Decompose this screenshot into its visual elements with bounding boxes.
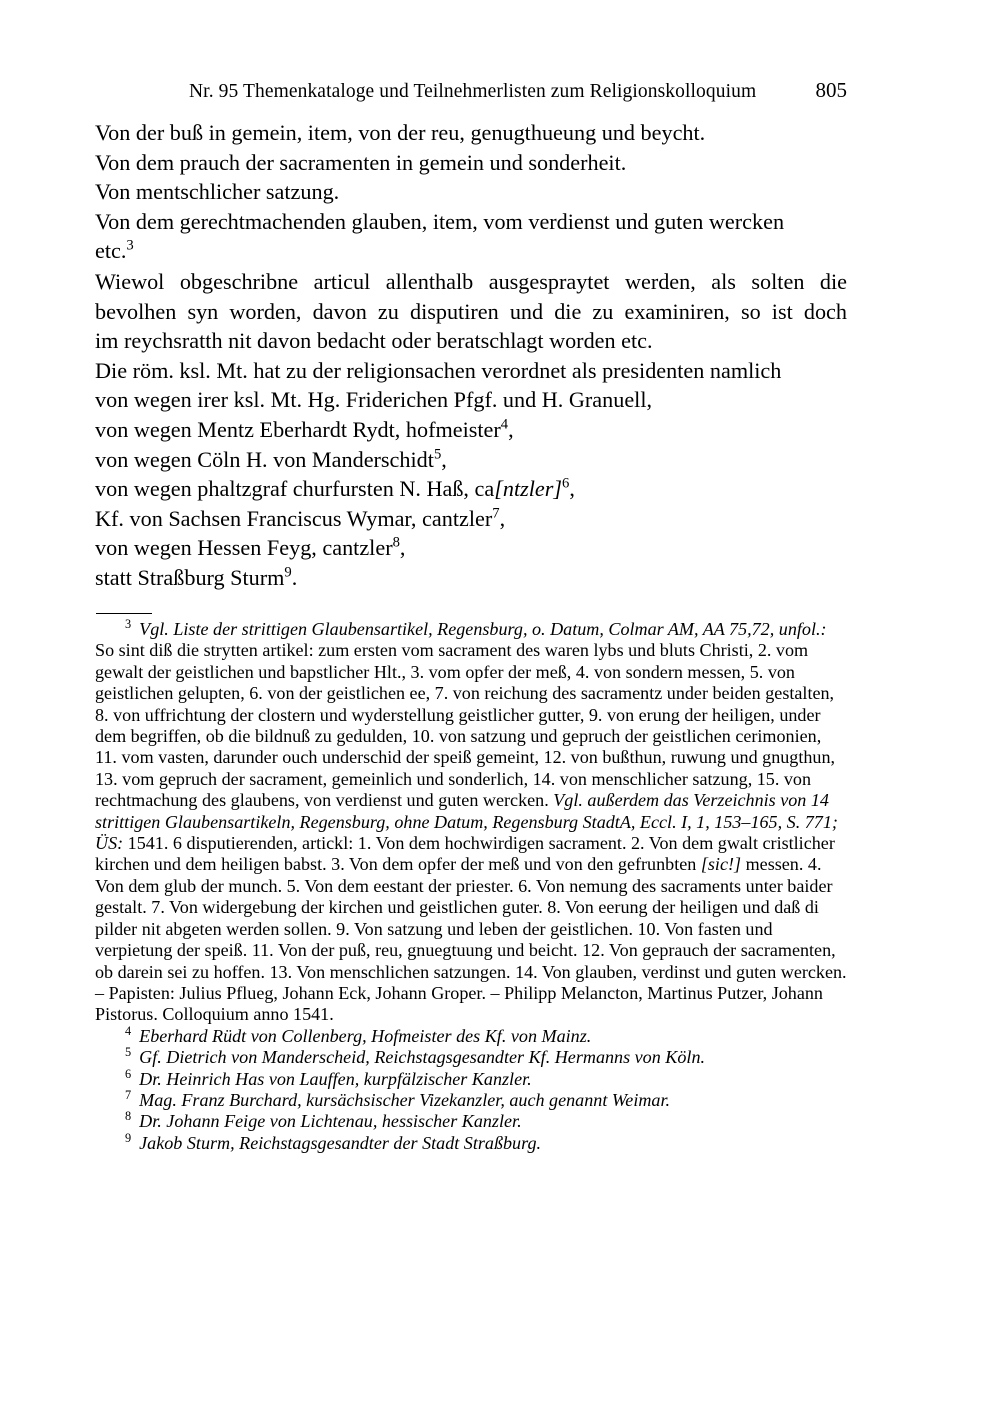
body-line-with-note [95, 236, 847, 266]
body-line: von wegen irer ksl. Mt. Hg. Friderichen Pfgf. und H. Granuell, [95, 387, 653, 413]
footnote-ref-7[interactable]: 7 [492, 505, 500, 522]
footnote-text: Eberhard Rüdt von Collenberg, Hofmeister des Kf. von Mainz. [139, 1025, 592, 1046]
footnote-text: Dr. Heinrich Has von Lauffen, kurpfälzischer Kanzler. [139, 1068, 532, 1089]
delegate-entry [95, 474, 847, 504]
footnote-area [95, 616, 847, 1154]
running-head-title: Nr. 95 Themenkataloge und Teilnehmerlisten zum Religionskolloquium [189, 81, 757, 102]
footnote-body-1: So sint diß die strytten artikel: zum ersten vom sacrament des waren lybs und bluts Christi, 2. vom gewalt der geistlichen und bapstlicher Hlt., 3. vom opfer der meß, 4. von sondern messen, 5. von geistlichen gelupten, 6. von der geistlichen ee, 7. von reichung des sacramentz under beiden gestalten, 8. von uffrichtung der clostern und wyderstellung geistlicher gutter, 9. von erung der heiligen, under dem begriffen, ob die bildnuß zu gedulden, 10. von satzung und gepruch der geistlichen cerimonien, 11. vom vasten, darunder ouch underschid der speiß gemeint, 12. von bußthun, ruwung und gnugthun, 13. vom gepruch der sacrament, gemeinlich und sonderlich, 14. von menschlicher satzung, 15. von rechtmachung des glaubens, von verdienst und guten wercken. [95, 640, 836, 811]
delegate-editorial-insert: [ntzler] [494, 476, 563, 502]
delegate-text-after: , [499, 505, 506, 531]
footnote-text: Gf. Dietrich von Manderscheid, Reichstagsgesandter Kf. Hermanns von Köln. [139, 1047, 706, 1068]
body-block-articles [95, 118, 847, 266]
paragraph-line: bevolhen syn worden, davon zu disputiren und die zu examiniren, so ist doch [95, 298, 847, 324]
delegate-entry [95, 504, 847, 534]
footnote-body-3: messen. 4. Von dem glub der munch. 5. Von dem eestant der priester. 6. Von nemung des sacraments unter baider gestalt. 7. Von widergebung der kirchen und geistlichen guter. 8. Von eerung der heiligen und daß di pilder nit abgeten werden sollen. 9. Von satzung und leben der geistlichen. 10. Von fasten und verpietung der speiß. 11. Von der puß, reu, gnuegtuung und beicht. 12. Von geprauch der sacramenten, ob darein sei zu hoffen. 13. Von menschlichen satzungen. 14. Von glauben, verdinst und guten wercken. – Papisten: Julius Pflueg, Johann Eck, Johann Groper. – Philipp Melancton, Martinus Putzer, Johann Pistorus. Colloquium anno 1541. [95, 854, 847, 1025]
footnote-citation-1: Vgl. Liste der strittigen Glaubensartikel, Regensburg, o. Datum, Colmar AM, AA 75,72, unfol.: [139, 619, 827, 639]
body-block-delegates [95, 267, 847, 593]
footnote-separator-rule [96, 613, 152, 614]
page-number: 805 [815, 78, 847, 102]
footnote-3: 3 Vgl. Liste der strittigen Glaubensartikel, Regensburg, o. Datum, Colmar AM, AA 75,72, unfol.: So sint diß die strytten artikel: zum ersten vom sacrament des waren lybs und bluts Christi, 2. vom gewalt der geistlichen und bapstlicher Hlt., 3. vom opfer der meß, 4. von sondern messen, 5. von geistlichen gelupten, 6. von der geistlichen ee, 7. von reichung des sacramentz under beiden gestalten, 8. von uffrichtung der clostern und wyderstellung geistlicher gutter, 9. von erung der heiligen, under dem begriffen, ob die bildnuß zu gedulden, 10. von satzung und gepruch der geistlichen cerimonien, 11. vom vasten, darunder ouch underschid der speiß gemeint, 12. von bußthun, ruwung und gnugthun, 13. vom gepruch der sacrament, gemeinlich und sonderlich, 14. von menschlicher satzung, 15. von rechtmachung des glaubens, von verdienst und guten wercken. Vgl. außerdem das Verzeichnis von 14 strittigen Glaubensartikeln, Regensburg, ohne Datum, Regensburg StadtA, Eccl. I, 1, 153–165, S. 771; ÜS: 1541. 6 disputierenden, artickl: 1. Von dem hochwirdigen sacrament. 2. Von dem gwalt cristlicher kirchen und dem heiligen babst. 3. Von dem opfer der meß und von den gefrunbten [sic!] messen. 4. Von dem glub der munch. 5. Von dem eestant der priester. 6. Von nemung des sacraments unter baider gestalt. 7. Von widergebung der kirchen und geistlichen guter. 8. Von eerung der heiligen und daß di pilder nit abgeten werden sollen. 9. Von satzung und leben der geistlichen. 10. Von fasten und verpietung der speiß. 11. Von der puß, reu, gnuegtuung und beicht. 12. Von geprauch der sacramenten, ob darein sei zu hoffen. 13. Von menschlichen satzungen. 14. Von glauben, verdinst und guten wercken. – Papisten: Julius Pflueg, Johann Eck, Johann Groper. – Philipp Melancton, Martinus Putzer, Johann Pistorus. Colloquium anno 1541. [95, 616, 847, 1025]
footnote-4: 4 Eberhard Rüdt von Collenberg, Hofmeister des Kf. von Mainz. [125, 1023, 592, 1046]
footnote-ref-9[interactable]: 9 [284, 564, 292, 581]
body-line: Von dem prauch der sacramenten in gemein und sonderheit. [95, 149, 627, 175]
delegate-text-after: , [569, 476, 575, 502]
delegate-text: Kf. von Sachsen Franciscus Wymar, cantzler [95, 505, 493, 531]
delegate-entry [95, 415, 847, 445]
running-head [95, 78, 847, 103]
footnote-ref-6[interactable]: 6 [562, 475, 570, 492]
footnote-body-2: 1541. 6 disputierenden, artickl: 1. Von dem hochwirdigen sacrament. 2. Von dem gwalt cristlicher kirchen und dem heiligen babst. 3. Von dem opfer der meß und von den gefrunbten [95, 833, 835, 875]
body-line: Von mentschlicher satzung. [95, 179, 340, 205]
delegate-text: von wegen Mentz Eberhardt Rydt, hofmeister [95, 416, 501, 442]
delegate-text: von wegen Cöln H. von Manderschidt [95, 446, 434, 472]
delegate-entry [95, 563, 847, 593]
footnote-text: Jakob Sturm, Reichstagsgesandter der Stadt Straßburg. [139, 1132, 542, 1153]
body-line: Von dem gerechtmachenden glauben, item, vom verdienst und guten wercken [95, 208, 785, 234]
delegate-text-after: . [291, 564, 298, 590]
footnote-8: 8 Dr. Johann Feige von Lichtenau, hessischer Kanzler. [125, 1109, 522, 1132]
footnote-9: 9 Jakob Sturm, Reichstagsgesandter der Stadt Straßburg. [125, 1130, 542, 1153]
footnote-text: Dr. Johann Feige von Lichtenau, hessischer Kanzler. [139, 1111, 522, 1132]
footnote-citation-2: Vgl. außerdem das Verzeichnis von 14 strittigen Glaubensartikeln, Regensburg, ohne Datum, Regensburg StadtA, Eccl. I, 1, 153–165, S. 771; ÜS: [95, 790, 838, 854]
paragraph-line: im reychsratth nit davon bedacht oder beratschlagt worden etc. [95, 328, 653, 354]
footnote-sic-marker: [sic!] [700, 854, 742, 875]
footnote-text: Mag. Franz Burchard, kursächsischer Vizekanzler, auch genannt Weimar. [139, 1089, 671, 1110]
delegate-text-after: , [508, 416, 514, 442]
footnote-7: 7 Mag. Franz Burchard, kursächsischer Vizekanzler, auch genannt Weimar. [125, 1087, 671, 1110]
delegate-text: von wegen phaltzgraf churfursten N. Haß, ca [95, 476, 495, 502]
delegate-text: von wegen Hessen Feyg, cantzler [95, 535, 393, 561]
delegate-text-after: , [441, 446, 447, 472]
footnote-ref-8[interactable]: 8 [392, 534, 400, 551]
body-line: Von der buß in gemein, item, von der reu, genugthueung und beycht. [95, 120, 706, 145]
delegate-text-after: , [399, 535, 406, 561]
footnote-5: 5 Gf. Dietrich von Manderscheid, Reichstagsgesandter Kf. Hermanns von Köln. [125, 1045, 706, 1068]
paragraph-wiewol [95, 267, 847, 356]
footnote-ref-5[interactable]: 5 [433, 446, 442, 463]
paragraph-line: Wiewol obgeschribne articul allenthalb ausgespraytet werden, als solten die [95, 269, 847, 294]
delegate-text: statt Straßburg Sturm [95, 564, 285, 590]
footnote-6: 6 Dr. Heinrich Has von Lauffen, kurpfälzischer Kanzler. [125, 1066, 532, 1089]
delegate-entry [95, 445, 847, 475]
body-line-text: etc. [95, 238, 127, 264]
footnote-ref-3[interactable]: 3 [126, 237, 134, 254]
delegate-entry [95, 533, 847, 563]
body-line: Die röm. ksl. Mt. hat zu der religionsachen verordnet als presidenten namlich [95, 357, 782, 383]
footnote-ref-4[interactable]: 4 [500, 416, 509, 433]
